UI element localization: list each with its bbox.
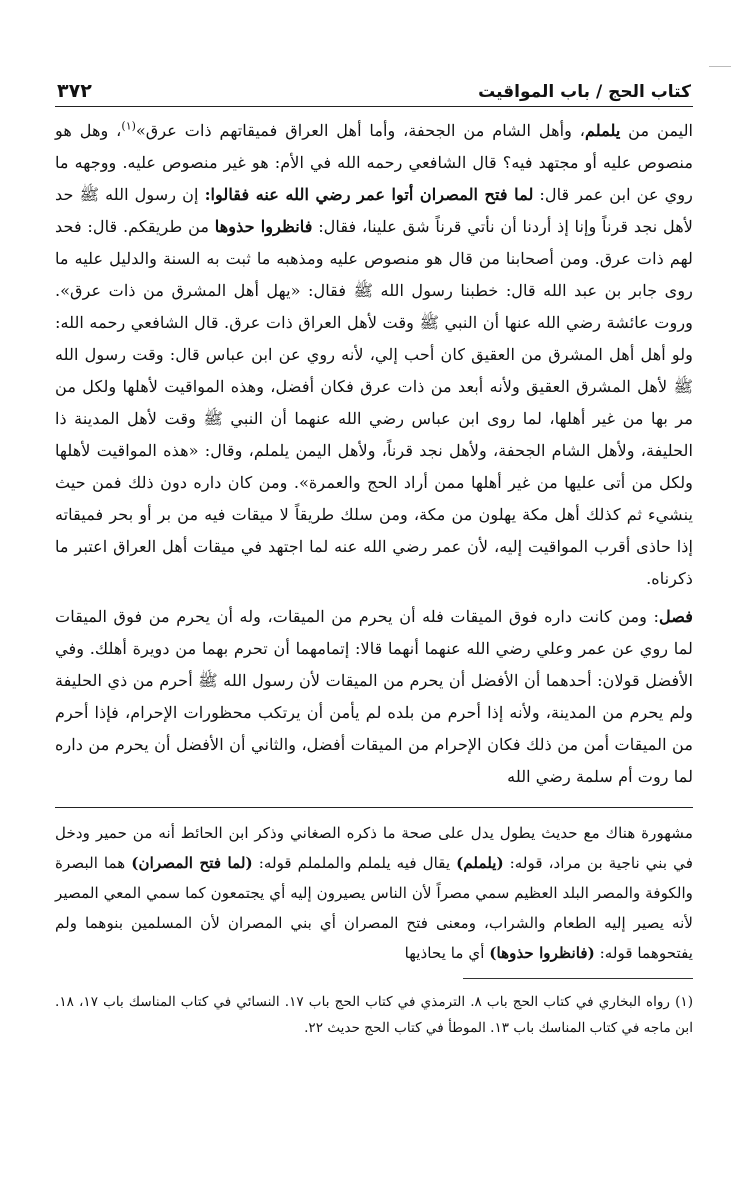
bold-hadith-quote: فانظروا حذوها	[214, 217, 313, 236]
text-run: مشهورة هناك مع حديث يطول يدل على صحة ما ذكره الصغاني وذكر ابن الحائط أنه من حمير ودخل في بني ناجية بن مراد، قوله:	[55, 824, 693, 872]
text-run: ، وأهل الشام من الجحفة، وأما أهل العراق فميقاتهم ذات عرق»	[135, 121, 585, 140]
book-page	[55, 70, 693, 1041]
footnote-divider	[463, 978, 693, 979]
text-run: ، وهل هو منصوص عليه أو مجتهد فيه؟ قال الشافعي رحمه الله في الأم: هو غير منصوص عليه. ووجهه ما روي عن ابن عمر قال:	[55, 121, 693, 204]
bold-term: (يلملم)	[456, 854, 504, 872]
text-run: اليمن من	[620, 121, 693, 140]
commentary-text	[55, 818, 693, 968]
page-header	[55, 70, 693, 107]
main-text	[55, 115, 693, 793]
footnote-reference: (١)	[121, 119, 136, 133]
bold-hadith-quote: لما فتح المصران أتوا عمر رضي الله عنه فقالوا:	[204, 185, 534, 204]
main-paragraph-2	[55, 601, 693, 793]
main-paragraph-1	[55, 115, 693, 595]
text-run: إن رسول الله ﷺ حد لأهل نجد قرناً وإنا إذ أردنا أن نأتي قرناً شق علينا، فقال:	[55, 185, 694, 236]
scan-artifact-mark	[709, 66, 731, 67]
section-heading-fasl: فصل	[658, 607, 693, 626]
text-run: من طريقكم. قال: فحد لهم ذات عرق. ومن أصحابنا من قال هو منصوص عليه ومذهبه ما ثبت به السنة والدليل عليه ما روى جابر بن عبد الله قال: خطبنا رسول الله ﷺ فقال: «يهل أهل المشرق من ذات عرق». وروت عائشة رضي الله عنها أن النبي ﷺ وقت لأهل العراق ذات عرق. قال الشافعي رحمه الله: ولو أهل أهل المشرق من العقيق كان أحب إلي، لأنه روي عن ابن عباس قال: وقت رسول الله ﷺ لأهل المشرق العقيق ولأنه أبعد من ذات عرق فكان أفضل، وهذه المواقيت لأهلها ولكل من مر بها من غير أهلها، لما روى ابن عباس رضي الله عنهما أن النبي ﷺ وقت لأهل المدينة ذا الحليفة، ولأهل الشام الجحفة، ولأهل نجد قرناً، ولأهل اليمن يلملم، وقال: «هذه المواقيت لأهلها ولكل من أتى عليها من غير أهلها ممن أراد الحج والعمرة». ومن كان داره دون ذلك فمن حيث ينشيء ثم كذلك أهل مكة يهلون من مكة، ومن سلك طريقاً لا ميقات فيه من بر أو بحر فميقاته إذا حاذى أقرب المواقيت إليه، لأن عمر رضي الله عنه لما اجتهد في ميقات أهل العراق اعتبر ما ذكرناه.	[55, 217, 693, 588]
footnote-text: رواه البخاري في كتاب الحج باب ٨. الترمذي في كتاب الحج باب ١٧. النسائي في كتاب المناسك باب ١٧، ١٨. ابن ماجه في كتاب المناسك باب ١٣. الموطأ في كتاب الحج حديث ٢٢.	[55, 994, 693, 1036]
page-number: ٣٧٢	[57, 80, 92, 102]
running-title: كتاب الحج / باب المواقيت	[478, 82, 691, 102]
footnote-number: (١)	[675, 994, 693, 1010]
bold-term: (فانظروا حذوها)	[489, 944, 595, 962]
text-run: يقال فيه يلملم والململم قوله:	[252, 854, 457, 872]
bold-term: (لما فتح المصران)	[131, 854, 253, 872]
footnote	[55, 989, 693, 1041]
text-run: أي ما يحاذيها	[404, 944, 490, 962]
commentary-divider	[55, 807, 693, 808]
text-run: : ومن كانت داره فوق الميقات فله أن يحرم من الميقات، وله أن يحرم من فوق الميقات لما روي عن عمر وعلي رضي الله عنهما أنهما قالا: إتمامهما أن تحرم بهما من دويرة أهلك. وفي الأفضل قولان: أحدهما أن الأفضل أن يحرم من الميقات لأن رسول الله ﷺ أحرم من ذي الحليفة ولم يحرم من المدينة، ولأنه إذا أحرم من بلده لم يأمن أن يرتكب محظورات الإحرام، فإذا أحرم من الميقات أمن من ذلك فكان الإحرام من الميقات أفضل، والثاني أن الأفضل أن يحرم من داره لما روت أم سلمة رضي الله	[55, 607, 693, 786]
text-run: هما البصرة والكوفة والمصر البلد العظيم سمي مصراً لأن الناس يصيرون إليه أي يجتمعون كما سمي المعي المصير لأنه يصير إليه الطعام والشراب، ومعنى فتح المصران أي بني المصران لأن المسلمين بنوهما ولم يفتحوهما قوله:	[55, 854, 693, 962]
bold-term: يلملم	[585, 121, 621, 140]
